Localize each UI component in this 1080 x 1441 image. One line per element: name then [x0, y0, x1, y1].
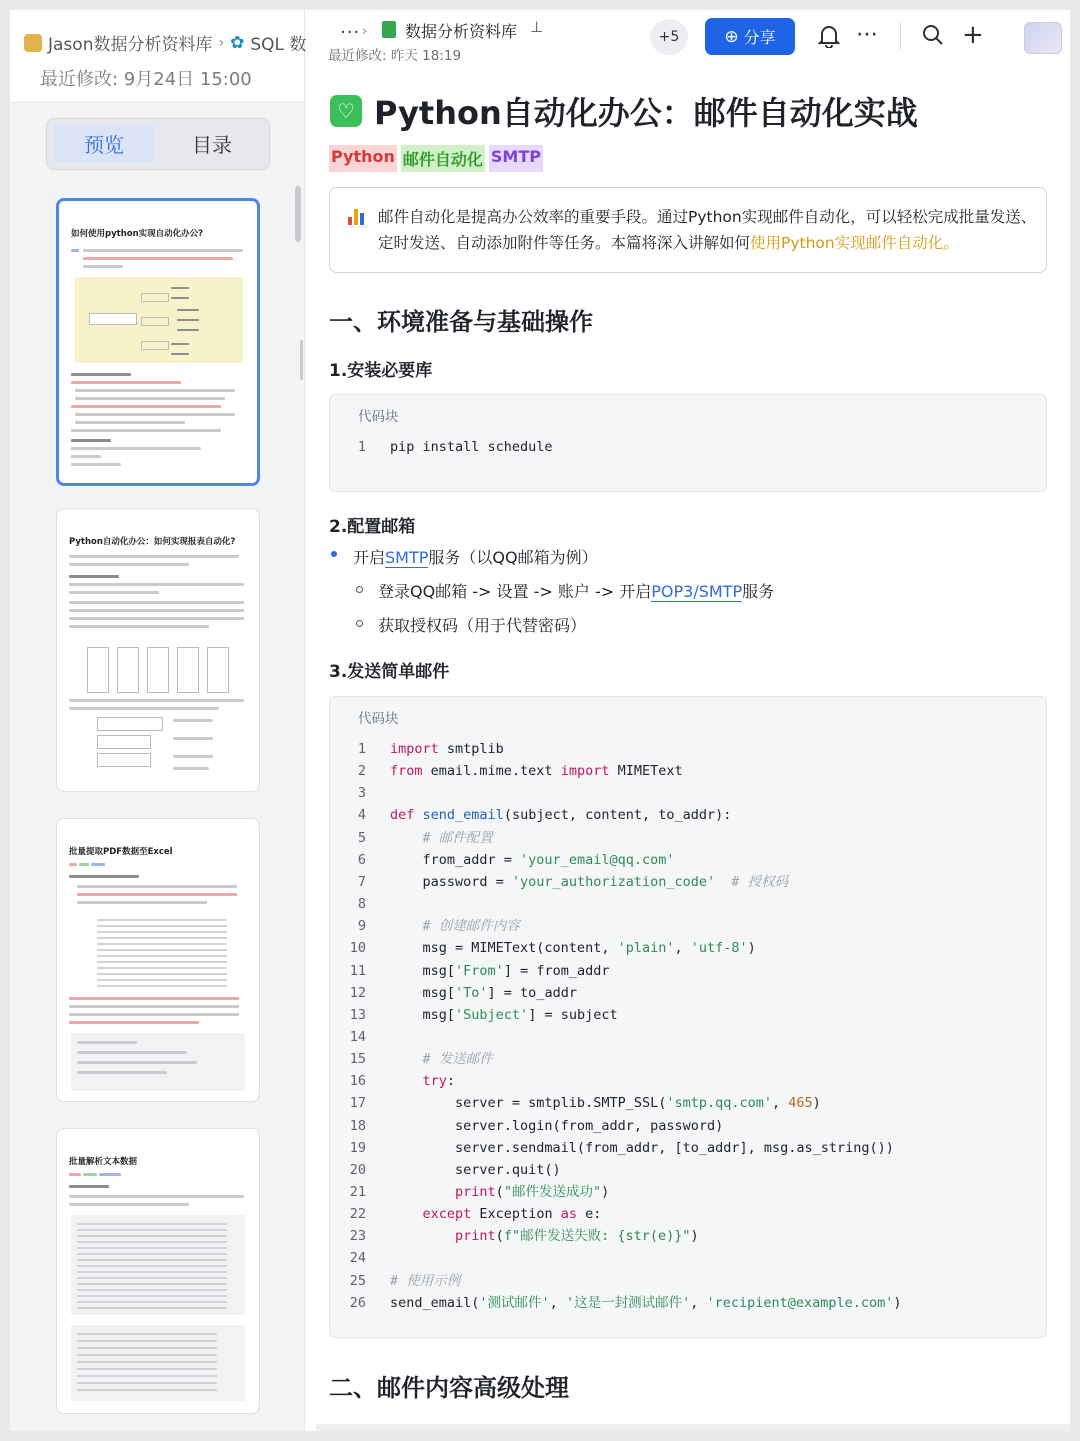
breadcrumb-kb[interactable]: Jason数据分析资料库: [48, 35, 213, 55]
code-line: 10 msg = MIMEText(content, 'plain', 'utf-8'): [349, 940, 756, 957]
page-thumbnail-4[interactable]: [56, 1128, 260, 1414]
code-line: 21 print("邮件发送成功"): [349, 1184, 610, 1200]
collaborators-count[interactable]: +5: [650, 19, 688, 55]
list-item: 开启SMTP服务（以QQ邮箱为例）: [353, 545, 598, 568]
bullet-ring: [356, 620, 363, 627]
share-label: 分享: [743, 28, 776, 47]
code-line: 14: [349, 1028, 366, 1045]
thumbnail-title: 批量提取PDF数据至Excel: [69, 847, 173, 857]
kb-name[interactable]: 数据分析资料库: [405, 22, 518, 41]
breadcrumb: [24, 30, 306, 55]
code-line: 7 password = 'your_authorization_code' # 授权码: [357, 873, 789, 890]
code-line: 4 def send_email(subject, content, to_addr):: [357, 807, 732, 824]
doc-title: [330, 88, 918, 134]
heart-icon: ♡: [330, 95, 362, 127]
callout-text: 邮件自动化是提高办公效率的重要手段。通过Python实现邮件自动化，可以轻松完成批量发送、定时发送、自动添加附件等任务。本篇将深入讲解如何使用Python实现邮件自动化。: [378, 208, 1037, 252]
bullet-ring: [356, 586, 363, 593]
tab-outline[interactable]: 目录: [192, 132, 232, 157]
tag-list: [329, 145, 543, 172]
divider: [900, 22, 901, 50]
pin-icon[interactable]: ⊥: [530, 18, 544, 36]
smtp-link[interactable]: SMTP: [385, 548, 429, 567]
code-line: 18 server.login(from_addr, password): [349, 1117, 724, 1134]
list-item: 登录QQ邮箱 -> 设置 -> 账户 -> 开启POP3/SMTP服务: [378, 579, 774, 602]
code-block[interactable]: [329, 394, 1047, 492]
subheading: 3.发送简单邮件: [329, 662, 450, 682]
code-line: 9 # 创建邮件内容: [357, 918, 520, 935]
code-line: 15 # 发送邮件: [349, 1051, 493, 1068]
tag-python[interactable]: Python: [329, 145, 397, 172]
divider: [316, 1424, 1070, 1431]
thumbnail-title: Python自动化办公：如何实现报表自动化?: [69, 537, 236, 547]
last-modified: 最近修改: 9月24日 15:00: [40, 69, 252, 90]
tag-email-automation[interactable]: 邮件自动化: [401, 145, 485, 172]
code-line: 13 msg['Subject'] = subject: [349, 1006, 618, 1023]
more-icon[interactable]: ···: [340, 22, 361, 43]
code-line: 17 server = smtplib.SMTP_SSL('smtp.qq.com', 465): [349, 1095, 821, 1112]
code-line: 1 pip install schedule: [357, 439, 553, 455]
callout-highlight: 使用Python实现邮件自动化。: [750, 234, 959, 252]
code-line: 3: [357, 785, 366, 802]
list-item: 获取授权码（用于代替密码）: [378, 613, 586, 636]
bullet-dot: [331, 551, 337, 557]
bell-icon[interactable]: [818, 24, 840, 53]
gear-folder-icon: ✿: [230, 32, 245, 53]
pop3-smtp-link[interactable]: POP3/SMTP: [651, 582, 743, 601]
doc-last-modified: 最近修改: 昨天 18:19: [328, 48, 462, 64]
code-line: 26 send_email('测试邮件', '这是一封测试邮件', 'recipient@example.com'): [349, 1294, 902, 1311]
section-heading: 二、邮件内容高级处理: [329, 1374, 569, 1402]
bullet-mark: [71, 249, 79, 252]
view-toggle: [46, 118, 270, 170]
code-line: 5 # 邮件配置: [357, 829, 493, 846]
kb-avatar-icon: [24, 34, 42, 52]
code-line: 22 except Exception as e:: [349, 1206, 602, 1223]
thumbnail-title: 如何使用python实现自动化办公?: [71, 229, 204, 239]
search-icon[interactable]: [922, 24, 944, 51]
scrollbar-track: [300, 340, 303, 380]
preview-sidebar: [10, 10, 305, 1431]
code-line: 19 server.sendmail(from_addr, [to_addr], msg.as_string()): [349, 1139, 894, 1156]
page-thumbnail-3[interactable]: [56, 818, 260, 1102]
plus-icon[interactable]: +: [962, 20, 984, 50]
section-heading: 一、环境准备与基础操作: [329, 308, 593, 336]
tab-preview[interactable]: 预览: [53, 124, 155, 162]
code-line: 11 msg['From'] = from_addr: [349, 962, 610, 979]
code-line: 8: [357, 896, 366, 913]
code-line: 16 try:: [349, 1073, 456, 1090]
code-block-label: 代码块: [358, 409, 399, 425]
code-line: 1 import smtplib: [357, 741, 504, 757]
thumbnail-title: 批量解析文本数据: [69, 1157, 138, 1167]
bar-chart-icon: [346, 206, 368, 228]
doc-title-text: Python自动化办公：邮件自动化实战: [374, 94, 918, 132]
code-line: 2 from email.mime.text import MIMEText: [357, 763, 683, 780]
subheading: 2.配置邮箱: [329, 517, 416, 537]
code-block-label: 代码块: [358, 711, 399, 727]
knowledge-base-icon: [382, 21, 396, 38]
subheading: 1.安装必要库: [329, 361, 433, 381]
chevron-right-icon: ›: [362, 24, 368, 39]
code-line: 12 msg['To'] = to_addr: [349, 984, 577, 1001]
code-block[interactable]: [329, 696, 1047, 1338]
sidebar-header: [10, 10, 307, 103]
page-thumbnail-1[interactable]: [56, 198, 260, 486]
code-line: 6 from_addr = 'your_email@qq.com': [357, 851, 675, 868]
app-window: [10, 10, 1070, 1431]
code-line: 24: [349, 1250, 366, 1267]
more-options-icon[interactable]: ⋯: [856, 22, 878, 47]
code-line: 23 print(f"邮件发送失败: {str(e)}"): [349, 1228, 699, 1245]
globe-icon: ⊕: [724, 26, 739, 47]
code-line: 25 # 使用示例: [349, 1272, 461, 1289]
scrollbar[interactable]: [295, 186, 301, 242]
share-button[interactable]: [705, 18, 795, 55]
avatar[interactable]: [1024, 22, 1062, 54]
breadcrumb-folder[interactable]: SQL 数: [250, 35, 307, 55]
tag-smtp[interactable]: SMTP: [489, 145, 543, 172]
code-line: 20 server.quit(): [349, 1161, 561, 1178]
callout-block: [329, 187, 1047, 273]
chevron-right-icon: ›: [218, 34, 225, 51]
page-thumbnail-2[interactable]: [56, 508, 260, 792]
